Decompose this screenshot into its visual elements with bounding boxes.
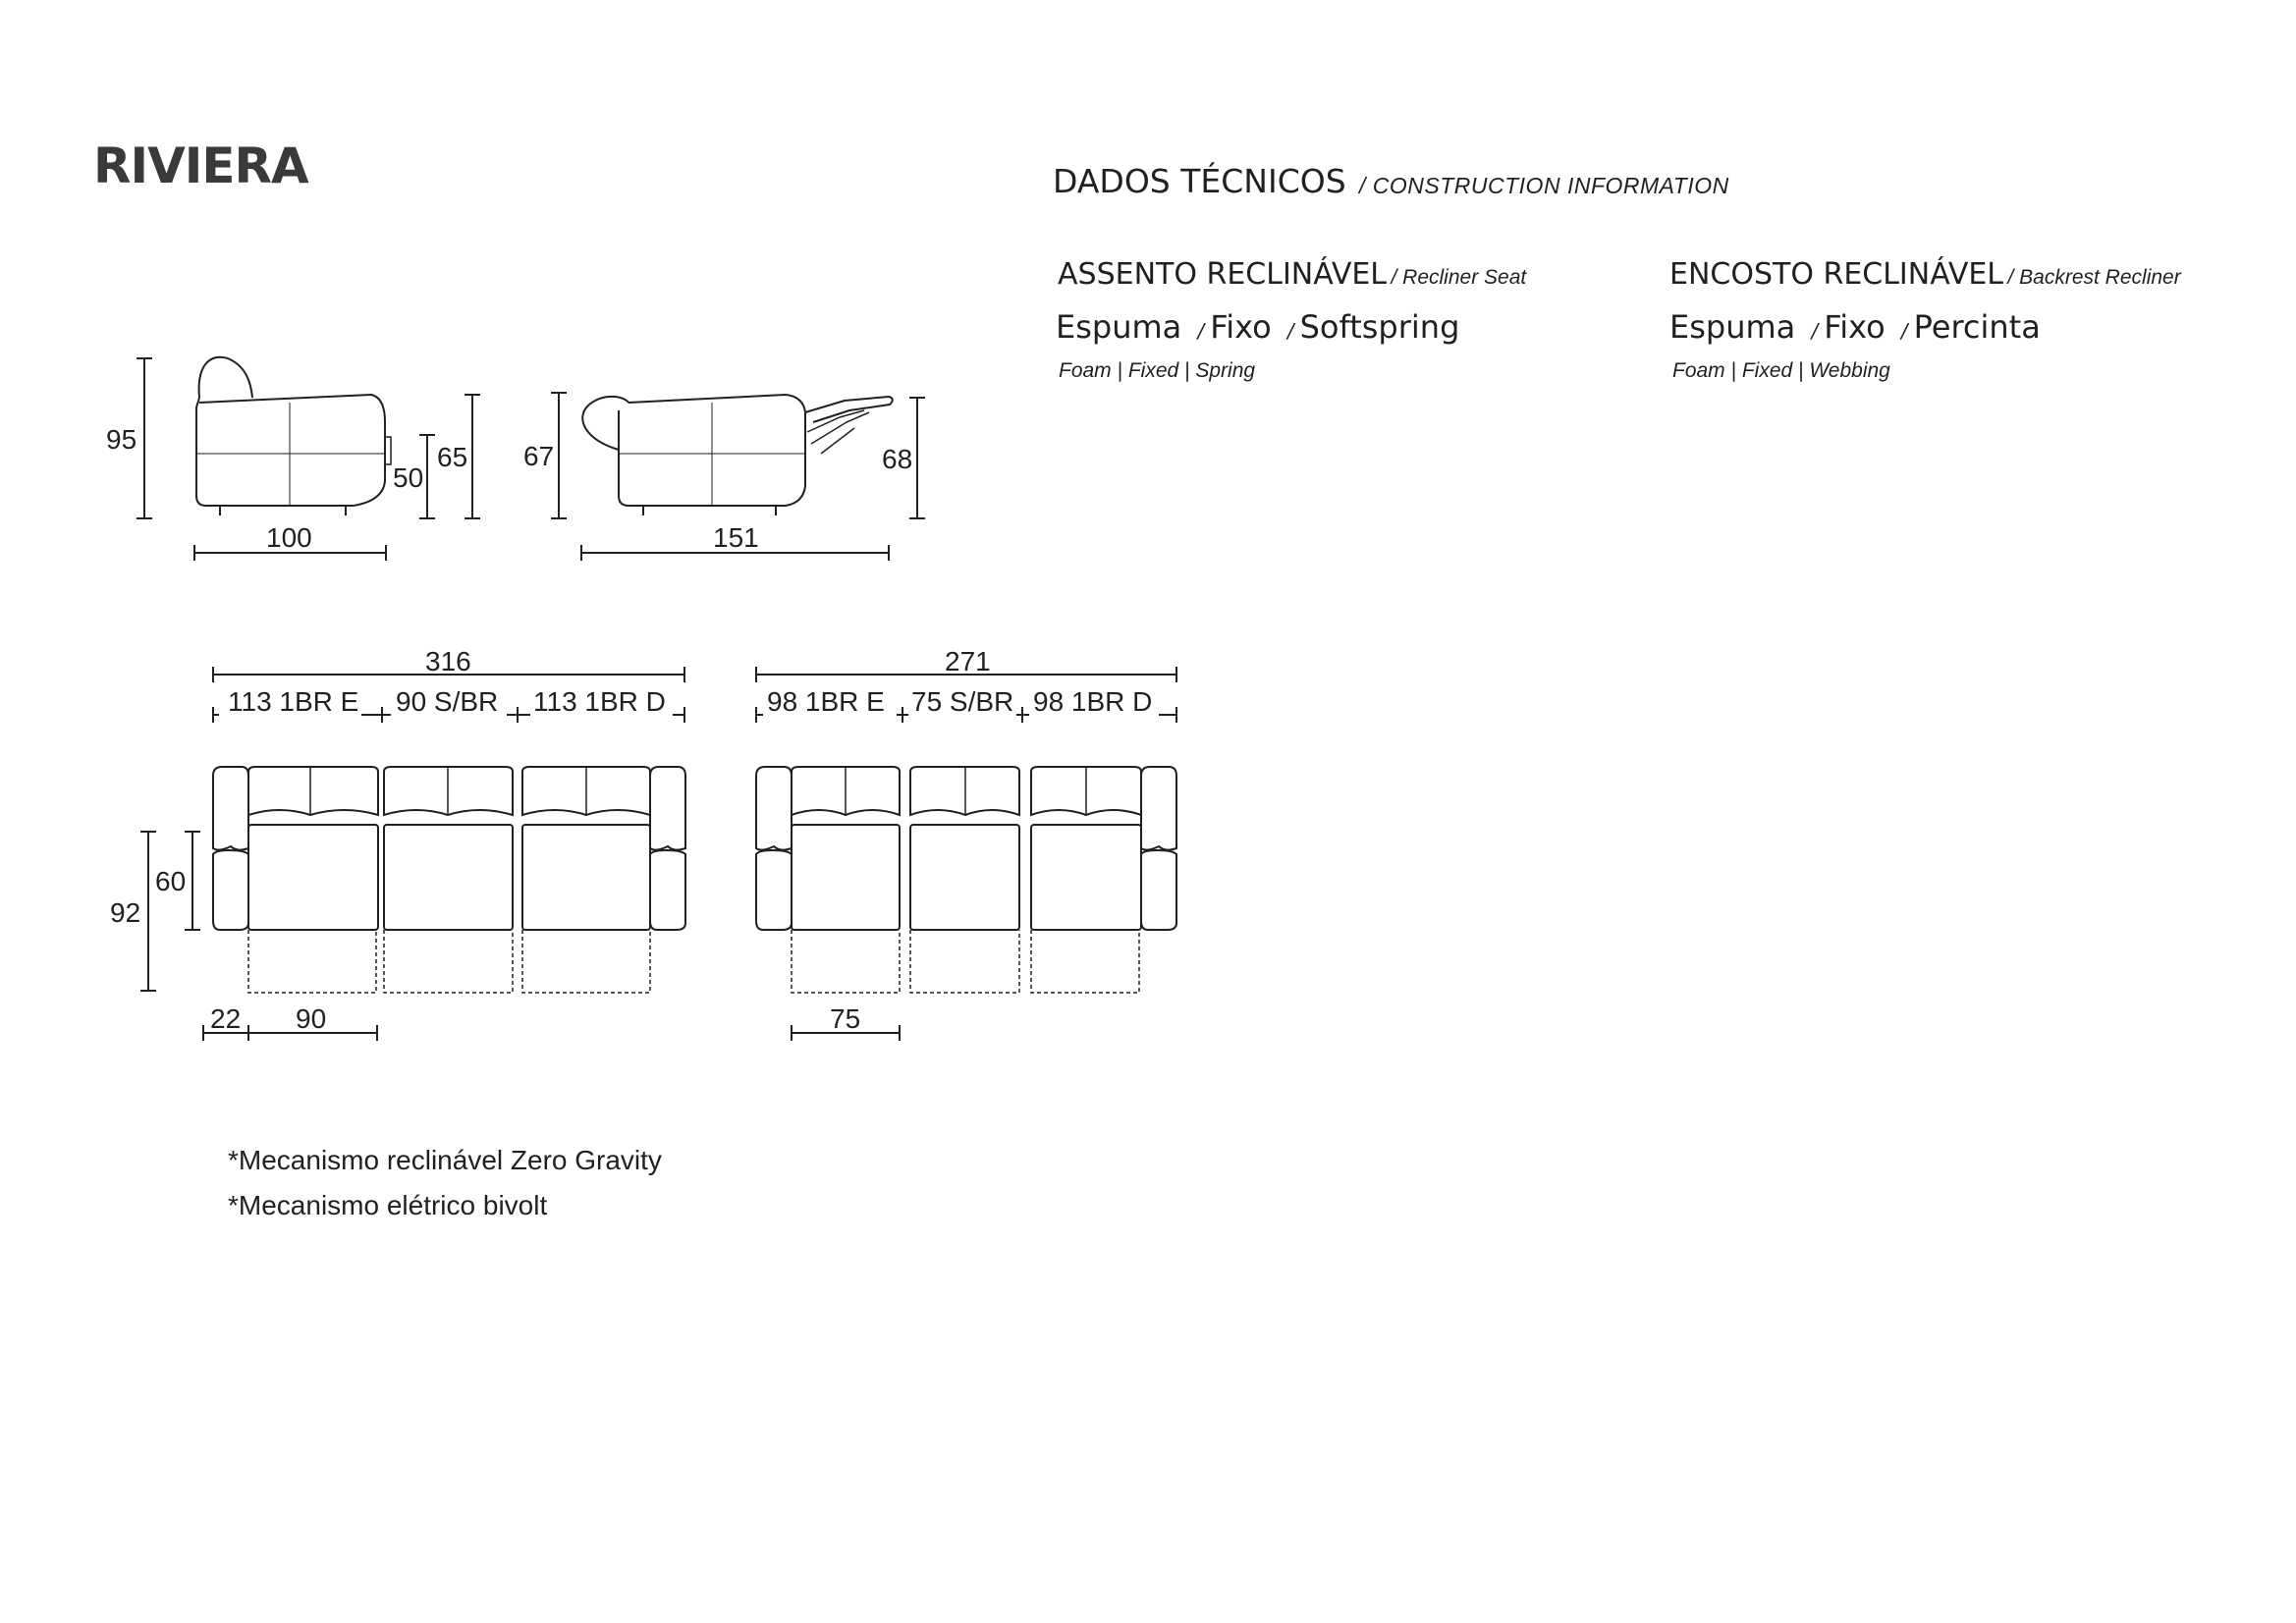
dim-depth-label: 92	[110, 897, 141, 928]
seat-cushion	[522, 825, 650, 930]
right-arm	[650, 767, 685, 850]
left-arm	[756, 767, 792, 850]
seat-material-3: Softspring	[1299, 308, 1460, 346]
seat-cushion	[384, 825, 513, 930]
dim-reclined-depth-label: 151	[713, 522, 759, 553]
recline-extension	[384, 930, 513, 993]
left-arm	[213, 767, 248, 850]
separator: /	[1197, 319, 1205, 343]
dim-reclined-height-label: 67	[523, 441, 555, 471]
seat-cushion	[792, 825, 900, 930]
dim-seat-height-label: 50	[393, 462, 424, 493]
backrest-material-2: Fixo	[1824, 308, 1886, 346]
dim-seat-width-label: 90	[296, 1003, 327, 1034]
seat-cushion	[248, 825, 378, 930]
module-label: 113 1BR D	[533, 686, 666, 717]
backrest-material-1: Espuma	[1669, 308, 1796, 346]
separator: |	[1117, 359, 1122, 382]
separator: |	[1730, 359, 1736, 382]
technical-data-title: DADOS TÉCNICOS	[1053, 162, 1346, 200]
seat-material-en-2: Fixed	[1127, 359, 1179, 382]
recline-extension	[248, 930, 376, 993]
module-label: 98 1BR E	[767, 686, 885, 717]
plan-view-3-seat	[110, 646, 685, 1041]
left-arm-front	[756, 850, 792, 930]
dim-depth-label: 100	[266, 522, 312, 553]
separator: |	[1184, 359, 1190, 382]
seat-material-2: Fixo	[1210, 308, 1272, 346]
dim-arm-width-label: 22	[210, 1003, 242, 1034]
dim-total-width-label: 271	[945, 646, 991, 676]
footrest-mechanism	[821, 428, 854, 454]
module-label: 98 1BR D	[1033, 686, 1153, 717]
footrest-top	[805, 397, 893, 422]
recline-extension	[1031, 930, 1139, 993]
seat-material-en-3: Spring	[1195, 359, 1256, 382]
backrest-material-en-1: Foam	[1672, 359, 1725, 382]
left-arm-front	[213, 850, 248, 930]
reclined-backrest	[582, 397, 629, 450]
seat-cushion	[910, 825, 1019, 930]
seat-cushion	[1031, 825, 1141, 930]
note-electric-bivolt: *Mecanismo elétrico bivolt	[228, 1190, 548, 1220]
seat-back	[248, 767, 378, 815]
right-arm-front	[650, 850, 685, 930]
product-title: RIVIERA	[93, 137, 308, 194]
separator: /	[1286, 319, 1294, 343]
side-view-closed	[106, 357, 480, 561]
seat-spec-heading-pt: ASSENTO RECLINÁVEL	[1058, 257, 1388, 292]
dim-total-width-label: 316	[425, 646, 471, 676]
backrest-material-en-3: Webbing	[1809, 359, 1890, 382]
separator: /	[1900, 319, 1908, 343]
module-label: 75 S/BR	[911, 686, 1014, 717]
dim-arm-height-label: 65	[437, 442, 468, 472]
seat-material-1: Espuma	[1056, 308, 1182, 346]
side-view-reclined	[523, 393, 925, 561]
dim-footrest-height-label: 68	[882, 444, 913, 474]
headrest-shape	[199, 357, 252, 398]
plan-view-2-seat	[756, 646, 1176, 1041]
seat-material-en-1: Foam	[1059, 359, 1112, 382]
recline-extension	[910, 930, 1019, 993]
dim-height-label: 95	[106, 424, 137, 455]
note-zero-gravity: *Mecanismo reclinável Zero Gravity	[228, 1145, 662, 1175]
recline-extension	[792, 930, 900, 993]
separator: /	[1811, 319, 1819, 343]
technical-data-subtitle: / CONSTRUCTION INFORMATION	[1359, 173, 1729, 198]
right-arm	[1141, 767, 1176, 850]
module-label: 90 S/BR	[396, 686, 499, 717]
right-arm-front	[1141, 850, 1176, 930]
dim-seat-depth-label: 60	[155, 866, 187, 896]
backrest-material-en-2: Fixed	[1741, 359, 1793, 382]
backrest-material-3: Percinta	[1913, 308, 2041, 346]
separator: |	[1798, 359, 1804, 382]
backrest-spec-heading-pt: ENCOSTO RECLINÁVEL	[1669, 257, 2004, 292]
dim-seat-width-label: 75	[830, 1003, 861, 1034]
recline-extension	[522, 930, 650, 993]
sofa-side-body	[196, 395, 385, 506]
module-label: 113 1BR E	[228, 686, 359, 717]
backrest-spec-heading-en: / Backrest Recliner	[2007, 266, 2181, 289]
seat-spec-heading-en: / Recliner Seat	[1391, 266, 1527, 289]
